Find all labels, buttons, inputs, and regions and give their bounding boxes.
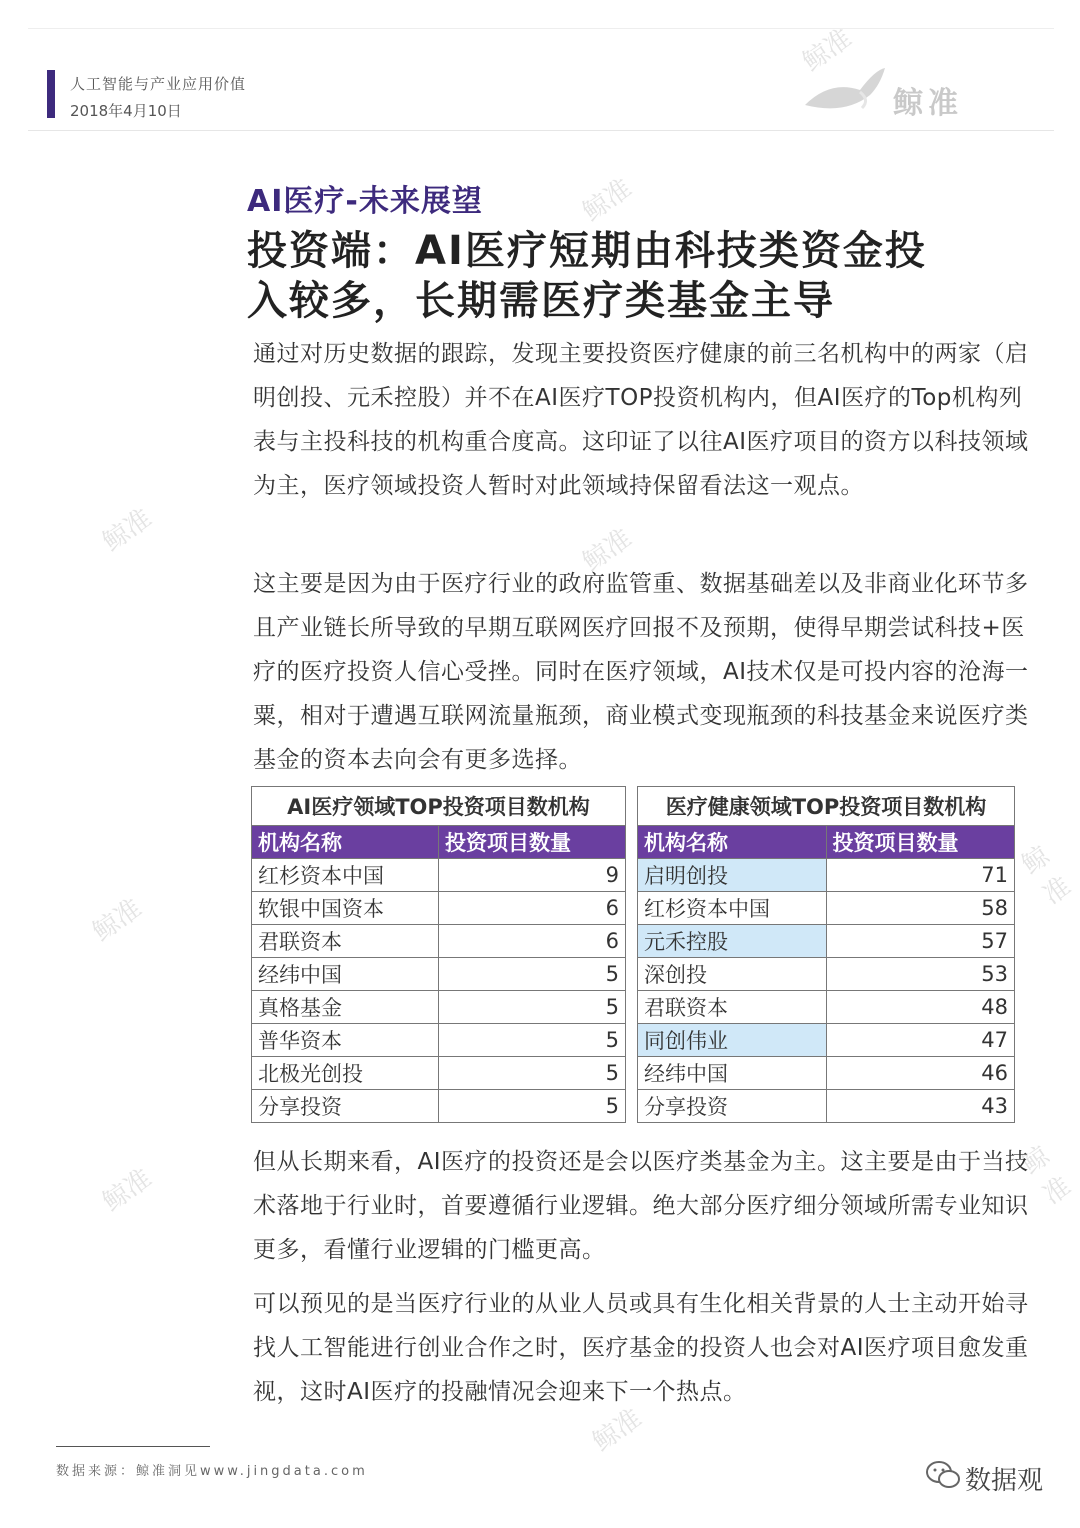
header-top-rule [28,28,1054,29]
logo-text: 鲸准 [893,86,963,121]
table-row [638,991,1015,1024]
main-title-line-2: 入较多，长期需医疗类基金主导 [247,278,835,324]
investment-count: 5 [439,1090,626,1123]
table-row [638,1057,1015,1090]
investor-name: 红杉资本中国 [638,892,827,925]
investor-name-highlighted: 启明创投 [638,859,827,892]
table-row [252,991,626,1024]
header-divider [28,130,1054,131]
table-row [638,859,1015,892]
investment-count: 5 [439,1057,626,1090]
watermark: 鲸准 [87,893,148,948]
table-row [638,1024,1015,1057]
column-header-name: 机构名称 [638,826,827,859]
investor-name: 君联资本 [252,925,439,958]
investor-name: 深创投 [638,958,827,991]
investment-count: 71 [826,859,1015,892]
investor-name: 真格基金 [252,991,439,1024]
wechat-icon [925,1460,961,1490]
investor-name: 红杉资本中国 [252,859,439,892]
investor-name: 君联资本 [638,991,827,1024]
investment-count: 5 [439,1024,626,1057]
report-date: 2018年4月10日 [70,102,182,120]
ai-medical-top-investors-table [251,786,626,1123]
investment-count: 48 [826,991,1015,1024]
watermark: 鲸准 [587,1403,648,1458]
paragraph-3: 但从长期来看，AI医疗的投资还是会以医疗类基金为主。这主要是由于当技术落地于行业时，首要遵循行业逻辑。绝大部分医疗细分领域所需专业知识更多，看懂行业逻辑的门槛更高。 [253,1149,1029,1263]
wechat-account-name: 数据观 [965,1466,1044,1496]
investor-name: 普华资本 [252,1024,439,1057]
footer-divider [56,1446,210,1447]
investment-count: 57 [826,925,1015,958]
investor-name: 分享投资 [638,1090,827,1123]
investor-name: 软银中国资本 [252,892,439,925]
table-row [252,1090,626,1123]
watermark: 鲸准 [1016,841,1077,911]
data-source-note: 数据来源：鲸准洞见www.jingdata.com [56,1464,368,1479]
investment-count: 58 [826,892,1015,925]
table-row [252,859,626,892]
paragraph-4: 可以预见的是当医疗行业的从业人员或具有生化相关背景的人士主动开始寻找人工智能进行创业合作之时，医疗基金的投资人也会对AI医疗项目愈发重视，这时AI医疗的投融情况会迎来下一个热点。 [253,1291,1029,1405]
paragraph-2: 这主要是因为由于医疗行业的政府监管重、数据基础差以及非商业化环节多且产业链长所导致的早期互联网医疗回报不及预期，使得早期尝试科技+医疗的医疗投资人信心受挫。同时在医疗领域，AI技术仅是可投内容的沧海一粟，相对于遭遇互联网流量瓶颈，商业模式变现瓶颈的科技基金来说医疗类基金的资本去向会有更多选择。 [253,571,1029,773]
table-row [638,958,1015,991]
table-row [252,958,626,991]
investor-name: 经纬中国 [638,1057,827,1090]
paragraph-1: 通过对历史数据的跟踪，发现主要投资医疗健康的前三名机构中的两家（启明创投、元禾控股）并不在AI医疗TOP投资机构内，但AI医疗的Top机构列表与主投科技的机构重合度高。这印证了以往AI医疗项目的资方以科技领域为主，医疗领域投资人暂时对此领域持保留看法这一观点。 [253,341,1029,499]
table-row [638,892,1015,925]
table-row [638,925,1015,958]
header-accent-bar [47,70,55,118]
investment-count: 6 [439,925,626,958]
main-title [247,226,1047,326]
table-row [252,1024,626,1057]
section-title: AI医疗-未来展望 [247,184,483,219]
investment-count: 46 [826,1057,1015,1090]
investment-count: 53 [826,958,1015,991]
report-title: 人工智能与产业应用价值 [70,75,247,93]
table-row [252,925,626,958]
healthcare-top-investors-table [637,786,1015,1123]
investor-name: 分享投资 [252,1090,439,1123]
table-caption: 医疗健康领域TOP投资项目数机构 [638,787,1015,826]
column-header-count: 投资项目数量 [439,826,626,859]
investor-name-highlighted: 同创伟业 [638,1024,827,1057]
table-caption: AI医疗领域TOP投资项目数机构 [252,787,626,826]
table-row [252,892,626,925]
watermark: 鲸准 [797,23,858,78]
investment-count: 5 [439,958,626,991]
investment-count: 47 [826,1024,1015,1057]
watermark: 鲸准 [577,523,638,578]
investment-count: 9 [439,859,626,892]
investor-name-highlighted: 元禾控股 [638,925,827,958]
main-title-line-1: 投资端：AI医疗短期由科技类资金投 [247,228,927,274]
investment-count: 5 [439,991,626,1024]
watermark: 鲸准 [97,1163,158,1218]
table-row [638,1090,1015,1123]
watermark: 鲸准 [1016,1141,1077,1211]
watermark: 鲸准 [97,503,158,558]
investment-count: 6 [439,892,626,925]
investment-count: 43 [826,1090,1015,1123]
column-header-count: 投资项目数量 [826,826,1015,859]
investor-name: 经纬中国 [252,958,439,991]
column-header-name: 机构名称 [252,826,439,859]
investor-name: 北极光创投 [252,1057,439,1090]
table-row [252,1057,626,1090]
watermark: 鲸准 [577,173,638,228]
